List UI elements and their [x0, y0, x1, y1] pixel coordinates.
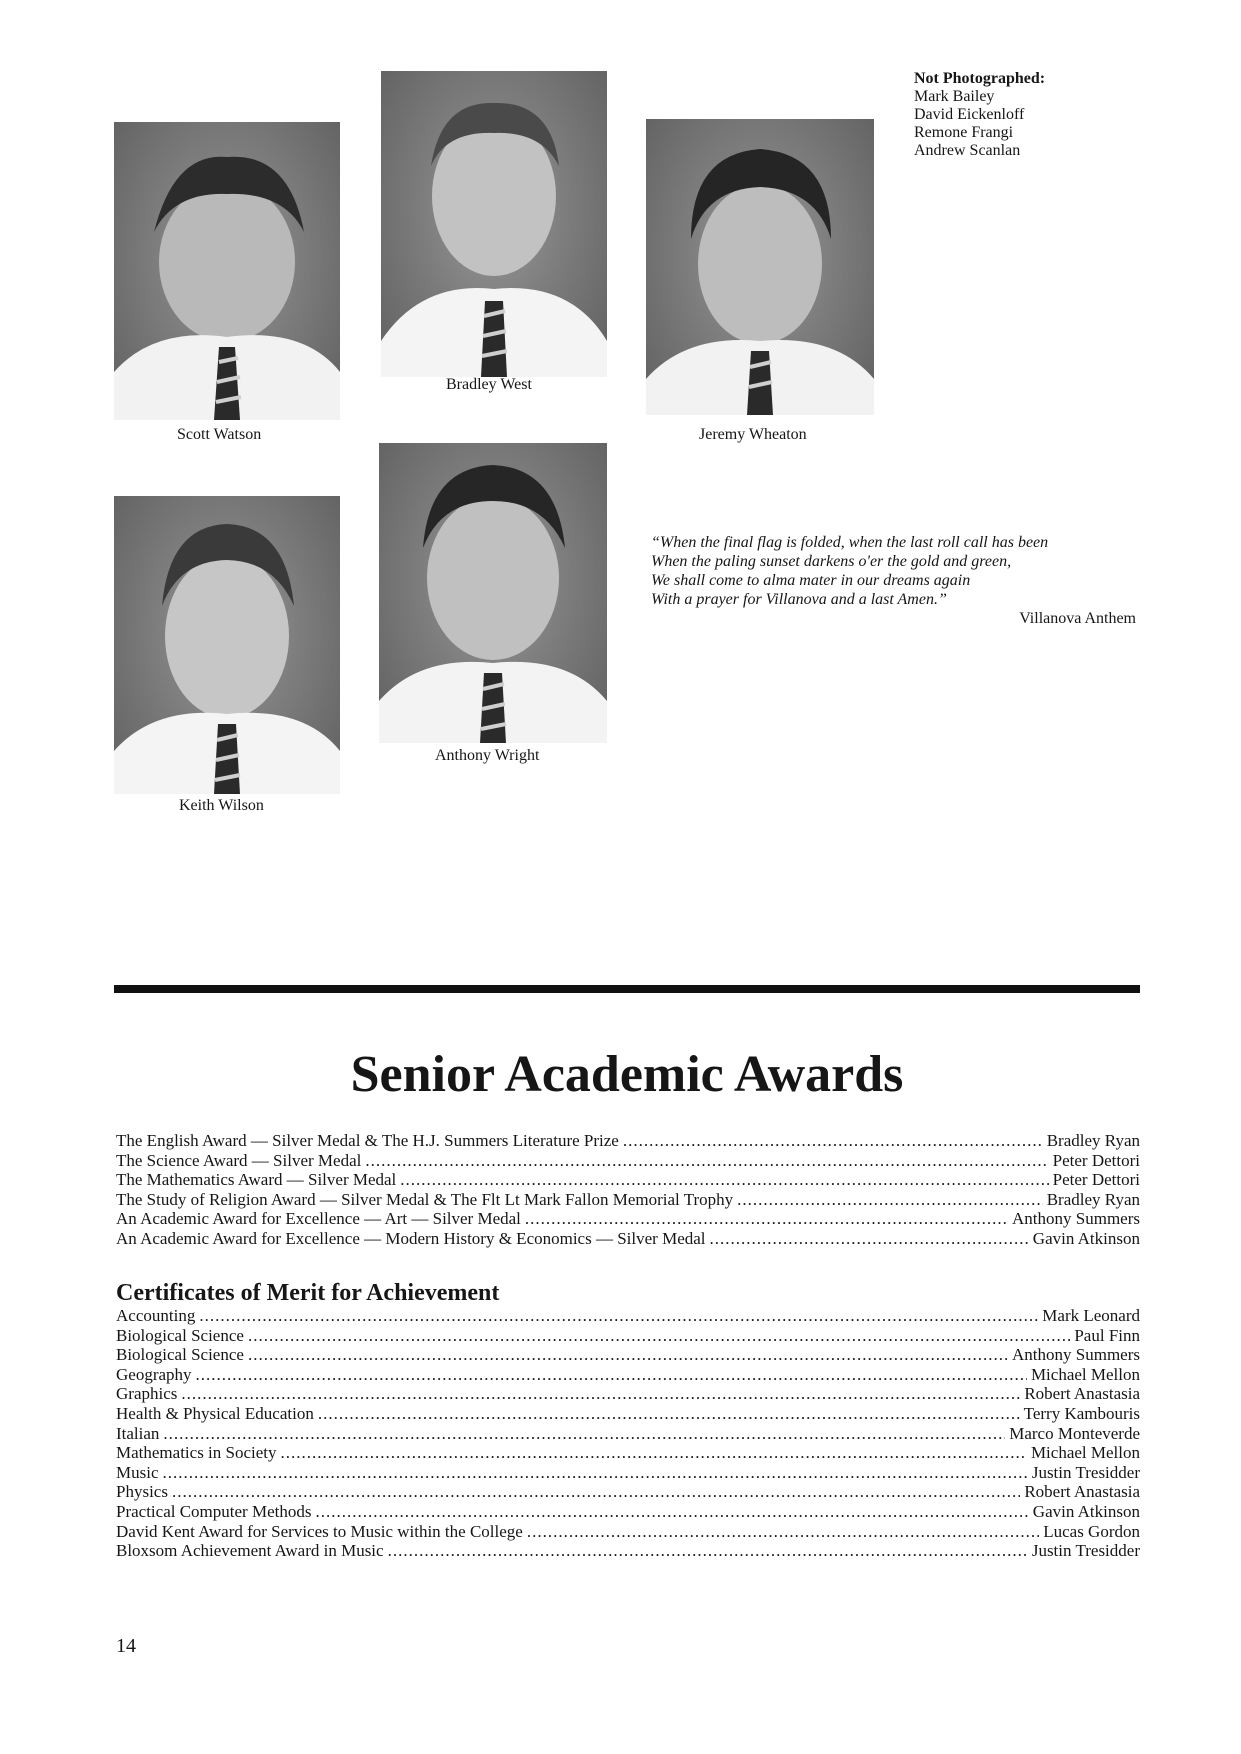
certificates-list [116, 1306, 1140, 1561]
anthem-line: When the paling sunset darkens o'er the gold and green, [651, 553, 1012, 570]
not-photographed-name: Remone Frangi [914, 124, 1014, 141]
anthem-line: With a prayer for Villanova and a last Amen.” [651, 591, 947, 608]
certificate-subject: Accounting [116, 1306, 196, 1325]
certificate-recipient: Marco Monteverde [1009, 1423, 1140, 1443]
not-photographed-heading: Not Photographed: [914, 70, 1046, 87]
certificate-subject: Biological Science [116, 1325, 244, 1345]
not-photographed-name: Andrew Scanlan [914, 142, 1021, 159]
certificate-recipient: Robert Anastasia [1024, 1482, 1140, 1502]
dot-leader [248, 1345, 1008, 1365]
not-photographed-list [914, 70, 1045, 160]
certificate-row [116, 1326, 1140, 1346]
certificate-recipient: Michael Mellon [1030, 1443, 1140, 1463]
award-name: The English Award — Silver Medal & The H.J. Summers Literature Prize [116, 1131, 619, 1150]
dot-leader [248, 1326, 1070, 1346]
certificate-row [116, 1482, 1140, 1502]
dot-leader [172, 1482, 1020, 1502]
dot-leader [623, 1131, 1043, 1151]
certificate-subject: Italian [116, 1423, 160, 1443]
dot-leader [365, 1151, 1048, 1171]
certificate-subject: Bloxsom Achievement Award in Music [116, 1541, 384, 1561]
award-name: The Science Award — Silver Medal [116, 1150, 362, 1170]
certificate-subject: Practical Computer Methods [116, 1501, 312, 1521]
page-number: 14 [116, 1635, 136, 1657]
certificate-recipient: Justin Tresidder [1031, 1541, 1140, 1561]
award-name: An Academic Award for Excellence — Art — Silver Medal [116, 1209, 521, 1229]
anthem-source: Villanova Anthem [1019, 610, 1136, 627]
dot-leader [196, 1365, 1027, 1385]
award-row [116, 1131, 1140, 1151]
award-recipient: Gavin Atkinson [1032, 1228, 1140, 1248]
certificate-row [116, 1365, 1140, 1385]
dot-leader [525, 1209, 1008, 1229]
certificate-row [116, 1443, 1140, 1463]
certificate-recipient: Justin Tresidder [1031, 1462, 1140, 1482]
certificate-recipient: Lucas Gordon [1043, 1521, 1140, 1541]
certificate-subject: David Kent Award for Services to Music within the College [116, 1521, 523, 1541]
award-recipient: Bradley Ryan [1046, 1189, 1140, 1209]
portrait-caption-bradley-west: Bradley West [446, 376, 532, 393]
certificate-recipient: Paul Finn [1074, 1325, 1140, 1345]
section-divider [114, 985, 1140, 993]
portrait-anthony-wright-photo [379, 443, 607, 743]
certificate-subject: Biological Science [116, 1345, 244, 1365]
certificate-row [116, 1345, 1140, 1365]
award-row [116, 1170, 1140, 1190]
portrait-scott-watson-photo [114, 122, 340, 420]
portrait-keith-wilson-photo [114, 496, 340, 794]
certificate-recipient: Gavin Atkinson [1032, 1501, 1140, 1521]
dot-leader [527, 1522, 1039, 1542]
certificate-row [116, 1384, 1140, 1404]
dot-leader [710, 1229, 1029, 1249]
portrait-caption-keith-wilson: Keith Wilson [179, 797, 264, 814]
certificates-heading: Certificates of Merit for Achievement [116, 1280, 500, 1306]
portrait-caption-anthony-wright: Anthony Wright [435, 747, 540, 764]
dot-leader [281, 1443, 1027, 1463]
certificate-subject: Mathematics in Society [116, 1443, 277, 1463]
award-recipient: Anthony Summers [1012, 1209, 1140, 1229]
award-recipient: Peter Dettori [1052, 1150, 1140, 1170]
not-photographed-name: Mark Bailey [914, 88, 995, 105]
certificate-row [116, 1541, 1140, 1561]
certificate-subject: Music [116, 1462, 159, 1482]
certificate-subject: Geography [116, 1364, 192, 1384]
portrait-bradley-west-photo [381, 71, 607, 377]
award-name: The Mathematics Award — Silver Medal [116, 1170, 397, 1190]
award-row [116, 1209, 1140, 1229]
certificate-row [116, 1463, 1140, 1483]
dot-leader [388, 1541, 1028, 1561]
not-photographed-name: David Eickenloff [914, 106, 1025, 123]
dot-leader [199, 1306, 1038, 1326]
certificate-recipient: Robert Anastasia [1024, 1384, 1140, 1404]
dot-leader [163, 1424, 1005, 1444]
award-row [116, 1151, 1140, 1171]
anthem-line: “When the final flag is folded, when the last roll call has been [651, 534, 1049, 551]
certificate-row [116, 1424, 1140, 1444]
certificate-recipient: Terry Kambouris [1023, 1403, 1140, 1423]
award-recipient: Peter Dettori [1052, 1170, 1140, 1190]
certificate-row [116, 1502, 1140, 1522]
dot-leader [400, 1170, 1048, 1190]
certificate-recipient: Mark Leonard [1042, 1306, 1140, 1325]
dot-leader [315, 1502, 1028, 1522]
award-row [116, 1229, 1140, 1249]
portrait-jeremy-wheaton-photo [646, 119, 874, 415]
certificate-row [116, 1522, 1140, 1542]
dot-leader [163, 1463, 1028, 1483]
certificate-subject: Physics [116, 1482, 168, 1502]
certificate-recipient: Michael Mellon [1030, 1364, 1140, 1384]
certificate-subject: Health & Physical Education [116, 1403, 314, 1423]
portrait-caption-jeremy-wheaton: Jeremy Wheaton [699, 426, 807, 443]
dot-leader [318, 1404, 1020, 1424]
award-name: The Study of Religion Award — Silver Medal & The Flt Lt Mark Fallon Memorial Trophy [116, 1189, 734, 1209]
dot-leader [737, 1190, 1043, 1210]
award-name: An Academic Award for Excellence — Modern History & Economics — Silver Medal [116, 1228, 706, 1248]
awards-title: Senior Academic Awards [350, 1046, 904, 1103]
anthem-quote [651, 533, 1136, 628]
certificate-subject: Graphics [116, 1384, 178, 1404]
certificate-row [116, 1306, 1140, 1326]
certificate-row [116, 1404, 1140, 1424]
awards-list [116, 1131, 1140, 1249]
certificate-recipient: Anthony Summers [1012, 1345, 1140, 1365]
anthem-line: We shall come to alma mater in our dreams again [651, 572, 971, 589]
dot-leader [181, 1384, 1020, 1404]
award-recipient: Bradley Ryan [1046, 1131, 1140, 1150]
award-row [116, 1190, 1140, 1210]
portrait-caption-scott-watson: Scott Watson [177, 426, 262, 443]
